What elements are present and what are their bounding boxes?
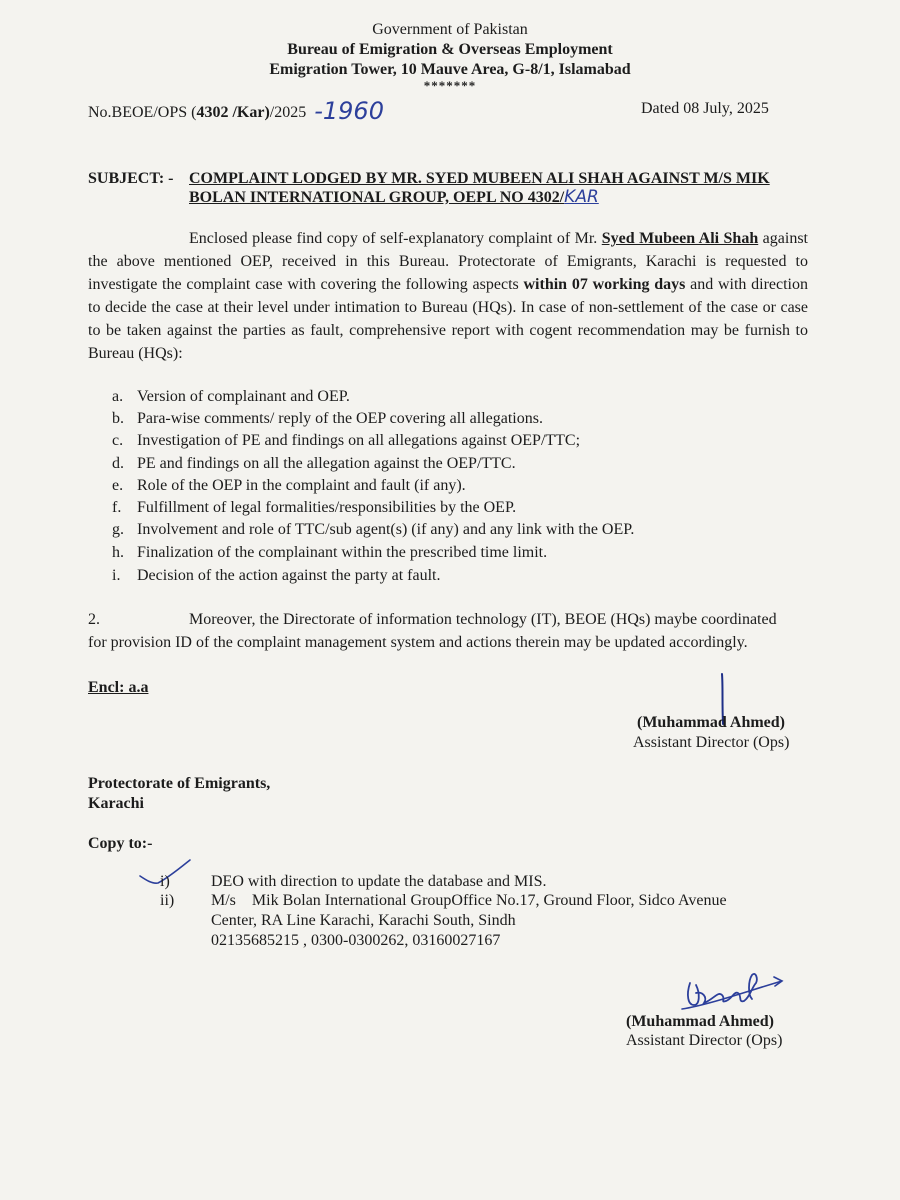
handwritten-kar: KAR [564,187,599,207]
addressee-line-1: Protectorate of Emigrants, [88,775,271,792]
list-text: Fulfillment of legal formalities/responsibilities by the OEP. [137,499,517,516]
p1-end: and with direction to decide the case at their level under intimation to Bureau (HQs). In case of non-settlement of the case or case to be taken against the parties as fault, comprehensive report with cogent recommendation may be furnish to Bureau (HQs): [88,276,809,362]
list-text: Para-wise comments/ reply of the OEP covering all allegations. [137,410,543,427]
reference-number [88,99,384,123]
complainant-name: Syed Mubeen Ali Shah [601,230,759,247]
list-text: Decision of the action against the party at fault. [137,567,441,584]
list-item [112,431,580,451]
subject-line-2-text: BOLAN INTERNATIONAL GROUP, OEPL NO 4302/ [189,189,565,206]
copy-item-2-line-1: M/s Mik Bolan International GroupOffice No.17, Ground Floor, Sidco Avenue [211,892,727,909]
list-marker: d. [112,455,124,472]
list-item [112,476,466,496]
list-marker: f. [112,499,122,516]
paragraph-2-line-1: Moreover, the Directorate of information technology (IT), BEOE (HQs) maybe coordinated [189,611,777,628]
list-marker: h. [112,544,124,561]
list-item [112,387,350,407]
signature-icon [678,955,788,1020]
list-item [112,520,634,540]
document-date: Dated 08 July, 2025 [641,100,769,117]
p1-start: Enclosed please find copy of self-explanatory complaint of Mr. [189,230,602,247]
deadline-text: within 07 working days [523,276,686,293]
list-marker: i. [112,567,121,584]
signatory-1-name: (Muhammad Ahmed) [637,714,786,731]
copy-item-2-marker: ii) [160,892,175,909]
handwritten-diary-number: -1960 [314,97,384,125]
addressee-line-2: Karachi [88,795,144,812]
list-item [112,543,547,563]
list-marker: e. [112,477,124,494]
list-item [112,454,516,474]
reference-code: 4302 /Kar) [196,104,270,121]
list-text: Role of the OEP in the complaint and fault (if any). [137,477,466,494]
subject-line-1: COMPLAINT LODGED BY MR. SYED MUBEEN ALI SHAH AGAINST M/S MIK [189,170,770,187]
header-stars: ******* [423,78,477,93]
reference-prefix: No.BEOE/OPS ( [88,104,197,121]
enclosure-label: Encl: a.a [88,679,149,696]
signatory-1-title: Assistant Director (Ops) [633,734,790,751]
copy-item-1-text: DEO with direction to update the database and MIS. [211,873,547,890]
signatory-2-title: Assistant Director (Ops) [626,1032,783,1049]
copy-item-2-line-3: 02135685215 , 0300-0300262, 03160027167 [211,932,501,949]
p1-middle: against the above mentioned OEP, received in this Bureau. Protectorate of Emigrants, Karachi is requested to investigate the complaint case with covering the following aspects [88,230,808,293]
header-bureau: Bureau of Emigration & Overseas Employment [287,41,613,58]
subject-label: SUBJECT: - [88,170,174,187]
copy-to-label: Copy to:- [88,835,153,852]
list-marker: a. [112,388,124,405]
list-item [112,498,516,518]
body-paragraph-1 [88,227,808,365]
signatory-2-name: (Muhammad Ahmed) [626,1013,775,1030]
header-address: Emigration Tower, 10 Mauve Area, G-8/1, Islamabad [269,61,631,78]
copy-item-2-line-2: Center, RA Line Karachi, Karachi South, Sindh [211,912,516,929]
copy-item-1-marker: i) [160,873,170,890]
list-text: Finalization of the complainant within the prescribed time limit. [137,544,548,561]
list-item [112,566,440,586]
list-text: Version of complainant and OEP. [137,388,350,405]
list-text: PE and findings on all the allegation against the OEP/TTC. [137,455,516,472]
list-text: Involvement and role of TTC/sub agent(s) (if any) and any link with the OEP. [137,521,635,538]
paragraph-2-line-2: for provision ID of the complaint management system and actions therein may be updated accordingly. [88,634,748,651]
list-marker: b. [112,410,124,427]
subject-line-2 [189,187,599,208]
header-government: Government of Pakistan [372,21,528,38]
list-marker: c. [112,432,124,449]
paragraph-2-number: 2. [88,611,100,628]
list-text: Investigation of PE and findings on all allegations against OEP/TTC; [137,432,581,449]
reference-year: /2025 [269,104,307,121]
list-item [112,409,543,429]
list-marker: g. [112,521,124,538]
